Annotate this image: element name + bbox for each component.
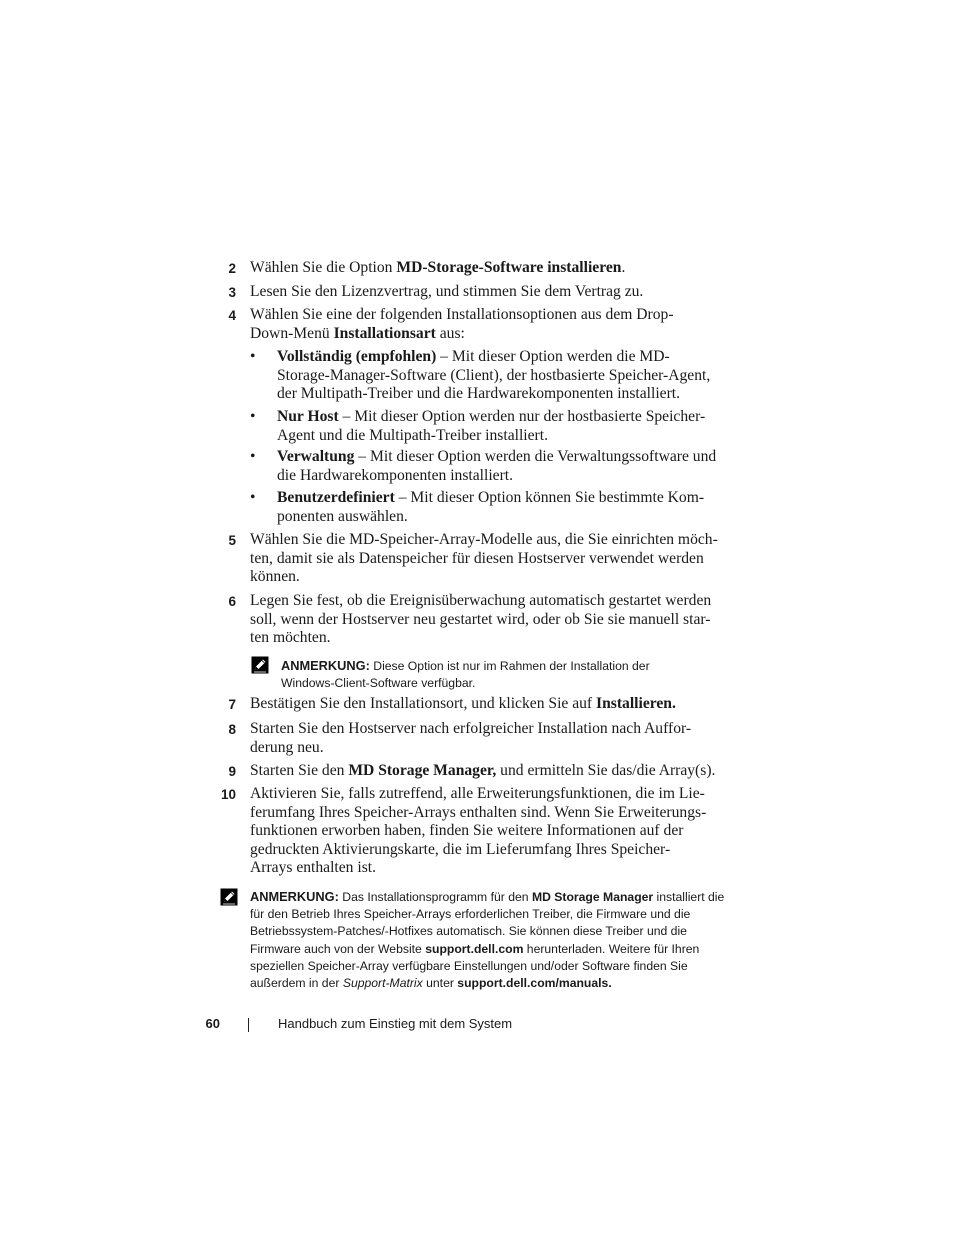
step-text: Starten Sie den Hostserver nach erfolgreicher Installation nach Auffor-derung neu. bbox=[250, 720, 692, 756]
bullet-text: Nur Host – Mit dieser Option werden nur der hostbasierte Speicher-Agent und die Multipath-Treiber installiert. bbox=[277, 408, 706, 444]
bullet-symbol: • bbox=[250, 448, 256, 465]
step-number: 9 bbox=[228, 764, 236, 779]
step-number: 8 bbox=[228, 722, 236, 737]
step-text: Lesen Sie den Lizenzvertrag, und stimmen Sie dem Vertrag zu. bbox=[250, 283, 644, 300]
step-text: Wählen Sie die Option MD-Storage-Software installieren. bbox=[250, 259, 626, 276]
step-number: 3 bbox=[228, 285, 236, 300]
pencil-note-icon bbox=[251, 656, 269, 674]
step-text: Legen Sie fest, ob die Ereignisüberwachung automatisch gestartet werden soll, wenn der Hostserver neu gestartet wird, oder ob Sie sie manuell star-ten möchten. bbox=[250, 592, 712, 647]
step-text: Starten Sie den MD Storage Manager, und ermitteln Sie das/die Array(s). bbox=[250, 762, 716, 779]
bullet-text: Verwaltung – Mit dieser Option werden die Verwaltungssoftware und die Hardwarekomponenten installiert. bbox=[277, 448, 717, 484]
step-number: 7 bbox=[228, 697, 236, 712]
step-number: 10 bbox=[220, 787, 236, 802]
bullet-symbol: • bbox=[250, 408, 256, 425]
step-number: 4 bbox=[228, 308, 236, 323]
step-number: 5 bbox=[228, 533, 236, 548]
step-text: Bestätigen Sie den Installationsort, und klicken Sie auf Installieren. bbox=[250, 695, 676, 712]
note-text: ANMERKUNG: Das Installationsprogramm für den MD Storage Manager installiert die für den Betrieb Ihres Speicher-Arrays erforderlichen Treiber, die Firmware und die Betriebssystem-Patches/-Hotfixes automatisch. Sie können diese Treiber und die Firmware auch von der Website support.dell.com herunterladen. Weitere für Ihren speziellen Speicher-Array verfügbare Einstellungen und/oder Software finden Sie außerdem in der Support-Matrix unter support.dell.com/manuals. bbox=[250, 889, 725, 991]
bullet-text: Benutzerdefiniert – Mit dieser Option können Sie bestimmte Kom-ponenten auswählen. bbox=[277, 489, 705, 525]
footer-title: Handbuch zum Einstieg mit dem System bbox=[278, 1016, 513, 1031]
page-number: 60 bbox=[205, 1016, 220, 1031]
step-text: Aktivieren Sie, falls zutreffend, alle Erweiterungsfunktionen, die im Lie-ferumfang Ihres Speicher-Arrays enthalten sind. Wenn Sie Erweiterungs-funktionen erworben haben, finden Sie weitere Informationen auf der gedruckten Aktivierungskarte, die im Lieferumfang Ihres Speicher-Arrays enthalten ist. bbox=[250, 785, 707, 877]
bullet-symbol: • bbox=[250, 489, 256, 506]
step-text: Wählen Sie die MD-Speicher-Array-Modelle aus, die Sie einrichten möch-ten, damit sie als Datenspeicher für diesen Hostserver verwendet werden können. bbox=[250, 531, 718, 586]
note-text: ANMERKUNG: Diese Option ist nur im Rahmen der Installation der Windows-Client-Software verfügbar. bbox=[281, 658, 650, 691]
pencil-note-icon bbox=[220, 888, 238, 906]
step-number: 6 bbox=[228, 594, 236, 609]
step-number: 2 bbox=[228, 261, 236, 276]
step-text: Wählen Sie eine der folgenden Installationsoptionen aus dem Drop-Down-Menü Installationsart aus: bbox=[250, 306, 674, 342]
footer-separator bbox=[248, 1018, 249, 1032]
bullet-symbol: • bbox=[250, 348, 256, 365]
bullet-text: Vollständig (empfohlen) – Mit dieser Option werden die MD-Storage-Manager-Software (Client), der hostbasierte Speicher-Agent, der Multipath-Treiber und die Hardwarekomponenten installiert. bbox=[277, 348, 711, 403]
